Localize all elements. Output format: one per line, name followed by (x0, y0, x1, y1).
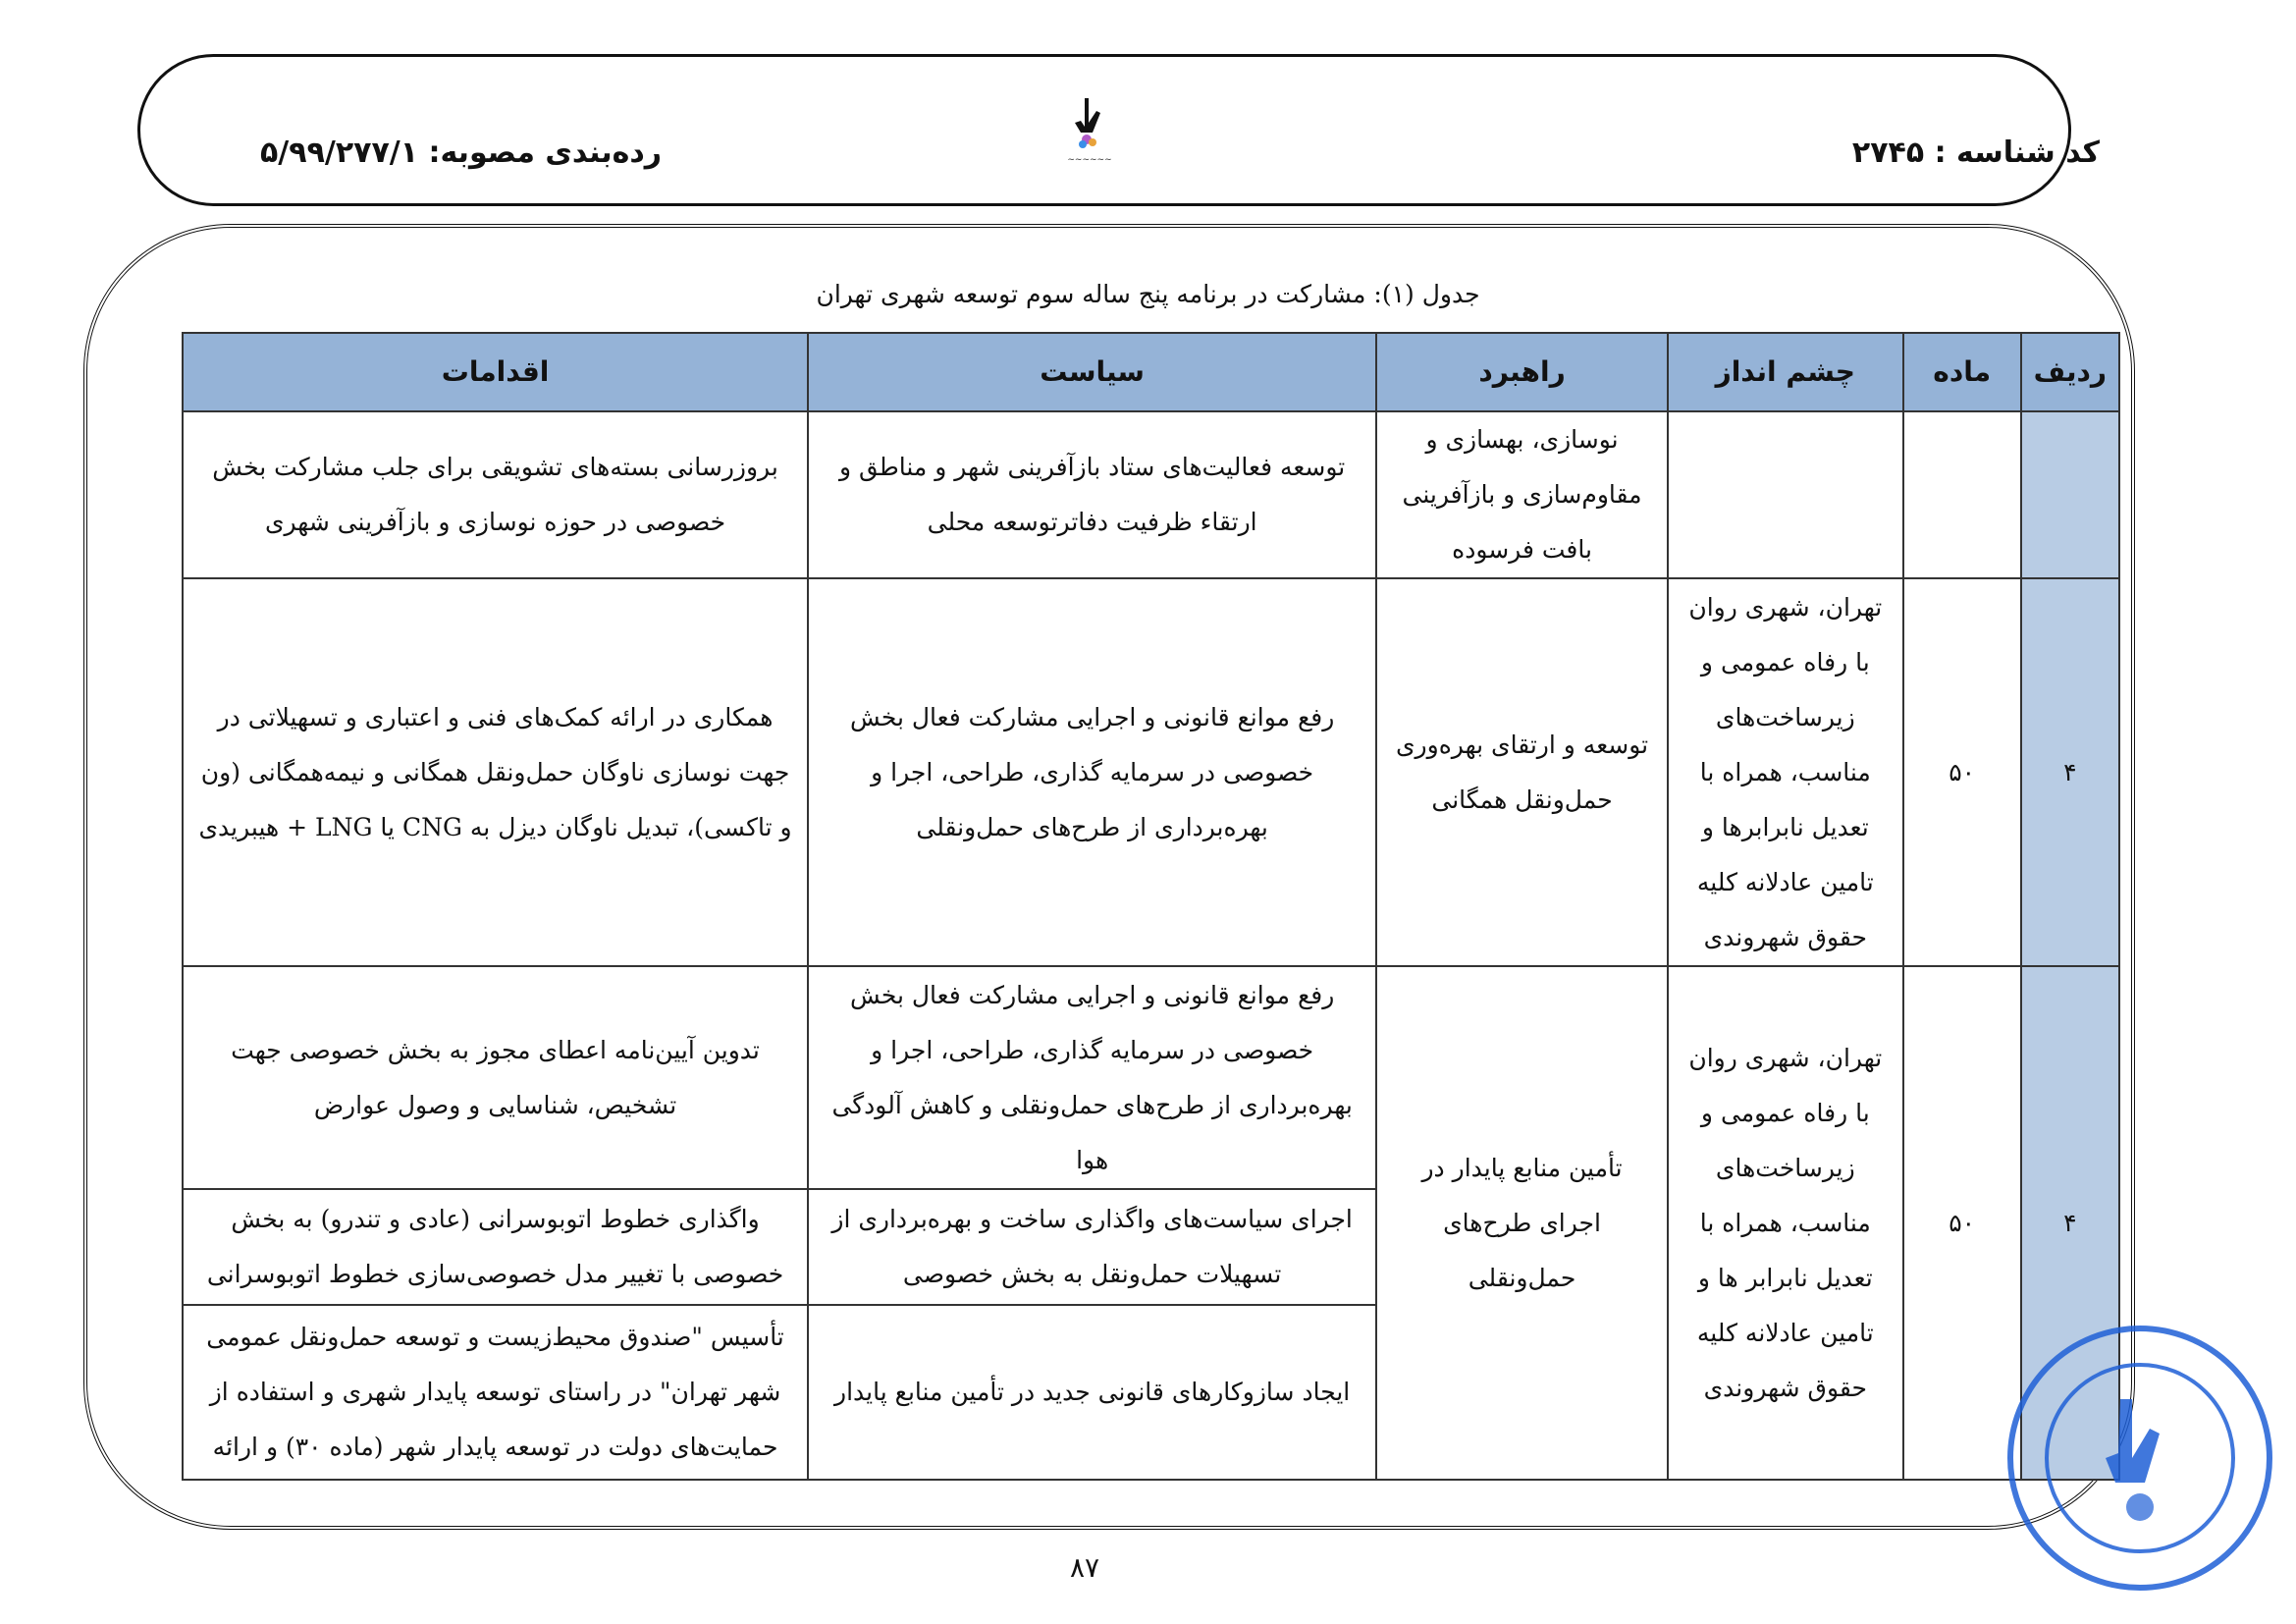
vision-cell (1668, 411, 1903, 578)
strategy-cell: تأمین منابع پایدار در اجرای طرح‌های حمل‌ونقلی (1376, 966, 1668, 1480)
action-cell: همکاری در ارائه کمک‌های فنی و اعتباری و تسهیلاتی در جهت نوسازی ناوگان حمل‌ونقل همگانی و نیمه‌همگانی (ون و تاکسی)، تبدیل ناوگان دیزل به CNG یا LNG + هیبریدی (183, 578, 808, 966)
logo-caption: ~~~~~~ (1067, 155, 1112, 165)
policy-cell: رفع موانع قانونی و اجرایی مشارکت فعال بخش خصوصی در سرمایه گذاری، طراحی، اجرا و بهره‌برداری از طرح‌های حمل‌ونقلی و کاهش آلودگی هوا (808, 966, 1376, 1189)
strategy-cell: توسعه و ارتقای بهره‌وری حمل‌ونقل همگانی (1376, 578, 1668, 966)
table-row (183, 578, 2119, 966)
classification-number: رده‌بندی مصوبه: ۵/۹۹/۲۷۷/۱ (260, 135, 663, 170)
radif-cell: ۴ (2021, 966, 2119, 1480)
col-radif: ردیف (2021, 333, 2119, 411)
header-row (183, 333, 2119, 411)
radif-cell (2021, 411, 2119, 578)
vision-cell: تهران، شهری روان با رفاه عمومی و زیرساخت‌های مناسب، همراه با تعدیل نابرابر ها و تامین عادلانه کلیه حقوق شهروندی (1668, 966, 1903, 1480)
madde-cell: ۵۰ (1903, 578, 2021, 966)
page-number: ۸۷ (1070, 1551, 1100, 1584)
strategy-cell: نوسازی، بهسازی و مقاوم‌سازی و بازآفرینی بافت فرسوده (1376, 411, 1668, 578)
policy-cell: توسعه فعالیت‌های ستاد بازآفرینی شهر و مناطق و ارتقاء ظرفیت دفاترتوسعه محلی (808, 411, 1376, 578)
action-cell: تدوین آیین‌نامه اعطای مجوز به بخش خصوصی جهت تشخیص، شناسایی و وصول عوارض (183, 966, 808, 1189)
council-logo-icon (1045, 93, 1134, 167)
policy-cell: اجرای سیاست‌های واگذاری ساخت و بهره‌برداری از تسهیلات حمل‌ونقل به بخش خصوصی (808, 1189, 1376, 1305)
action-cell: تأسیس "صندوق محیط‌زیست و توسعه حمل‌ونقل عمومی شهر تهران" در راستای توسعه پایدار شهری و استفاده از حمایت‌های دولت در توسعه پایدار شهر (ماده ۳۰) و ارائه (183, 1305, 808, 1480)
madde-cell: ۵۰ (1903, 966, 2021, 1480)
action-cell: واگذاری خطوط اتوبوسرانی (عادی و تندرو) به بخش خصوصی با تغییر مدل خصوصی‌سازی خطوط اتوبوسرانی (183, 1189, 808, 1305)
plan-table (182, 332, 2120, 1481)
table-row (183, 411, 2119, 578)
policy-cell: ایجاد سازوکارهای قانونی جدید در تأمین منابع پایدار (808, 1305, 1376, 1480)
madde-cell (1903, 411, 2021, 578)
policy-cell: رفع موانع قانونی و اجرایی مشارکت فعال بخش خصوصی در سرمایه گذاری، طراحی، اجرا و بهره‌برداری از طرح‌های حمل‌ونقلی (808, 578, 1376, 966)
radif-cell: ۴ (2021, 578, 2119, 966)
vision-cell: تهران، شهری روان با رفاه عمومی و زیرساخت‌های مناسب، همراه با تعدیل نابرابرها و تامین عادلانه کلیه حقوق شهروندی (1668, 578, 1903, 966)
council-stamp-icon (2002, 1321, 2277, 1596)
action-cell: بروزرسانی بسته‌های تشویقی برای جلب مشارکت بخش خصوصی در حوزه نوسازی و بازآفرینی شهری (183, 411, 808, 578)
table-caption: جدول (۱): مشارکت در برنامه پنج ساله سوم توسعه شهری تهران (816, 280, 1480, 308)
table-row (183, 966, 2119, 1189)
col-vision: چشم انداز (1668, 333, 1903, 411)
col-policy: سیاست (808, 333, 1376, 411)
document-code: کد شناسه : ۲۷۴۵ (1851, 135, 2100, 170)
col-madde: ماده (1903, 333, 2021, 411)
col-actions: اقدامات (183, 333, 808, 411)
col-strategy: راهبرد (1376, 333, 1668, 411)
